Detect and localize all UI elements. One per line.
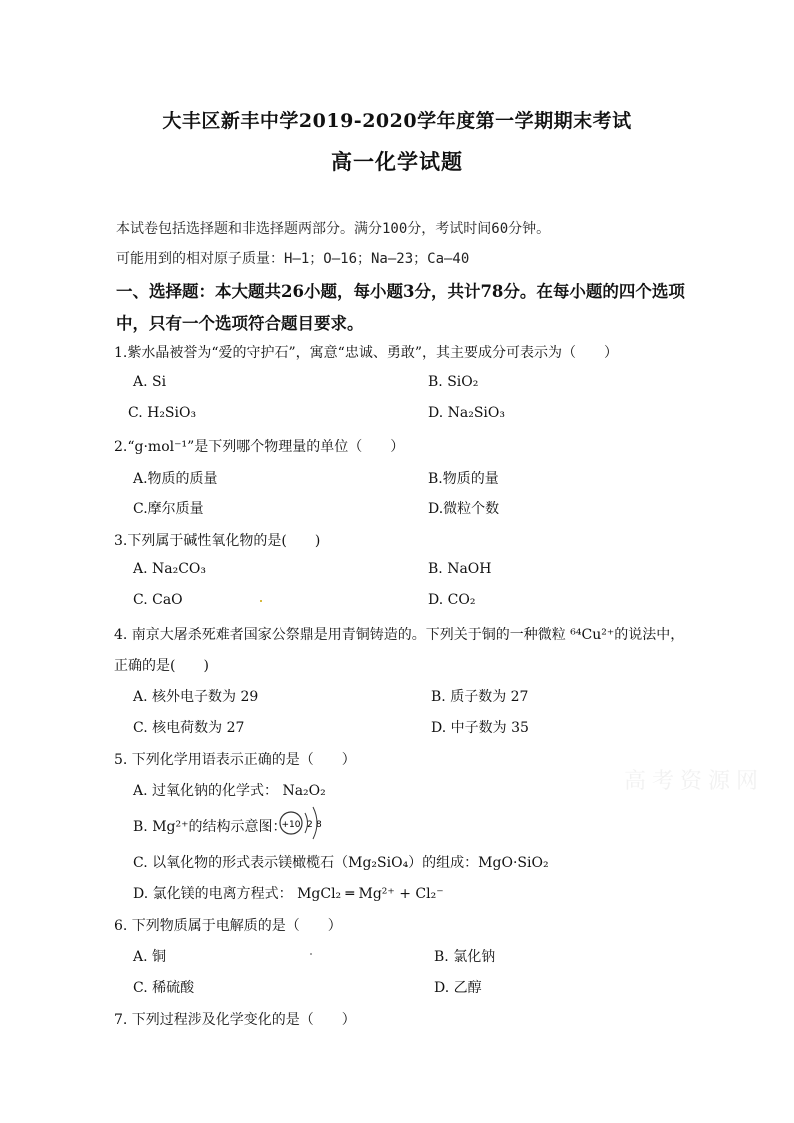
q1-option-c: C. H₂SiO₃ bbox=[128, 405, 197, 421]
mg-ion-structure-diagram bbox=[276, 802, 328, 844]
section-heading-line1: 一、选择题：本大题共26小题，每小题3分，共计78分。在每小题的四个选项 bbox=[116, 282, 685, 301]
q5-option-d: D. 氯化镁的电离方程式： MgCl₂ ═ Mg²⁺ + Cl₂⁻ bbox=[133, 886, 444, 902]
school-title: 大丰区新丰中学2019-2020学年度第一学期期末考试 bbox=[162, 110, 632, 132]
q3-option-a: A. Na₂CO₃ bbox=[133, 561, 207, 577]
shell-1-electrons: 2 bbox=[307, 820, 313, 830]
q2-option-b: B.物质的量 bbox=[428, 471, 499, 487]
q3-option-d: D. CO₂ bbox=[428, 592, 476, 608]
q5-option-a: A. 过氧化钠的化学式： Na₂O₂ bbox=[133, 783, 326, 799]
q1-option-b: B. SiO₂ bbox=[428, 374, 479, 390]
section-heading-line2: 中，只有一个选项符合题目要求。 bbox=[116, 314, 364, 333]
q4-option-d: D. 中子数为 35 bbox=[431, 720, 529, 736]
exam-intro-line: 本试卷包括选择题和非选择题两部分。满分100分，考试时间60分钟。 bbox=[116, 221, 551, 237]
question-7-stem: 7. 下列过程涉及化学变化的是（ ） bbox=[114, 1012, 356, 1028]
question-3-stem: 3.下列属于碱性氧化物的是( ) bbox=[114, 533, 321, 549]
question-1-stem: 1.紫水晶被誉为“爱的守护石”，寓意“忠诚、勇敢”，其主要成分可表示为（ ） bbox=[114, 345, 618, 361]
question-6-stem: 6. 下列物质属于电解质的是（ ） bbox=[114, 918, 342, 934]
speck-mark bbox=[310, 953, 312, 955]
q6-option-d: D. 乙醇 bbox=[434, 980, 482, 996]
question-4-stem-line2: 正确的是( ) bbox=[114, 658, 209, 674]
nucleus-charge: +10 bbox=[281, 820, 301, 830]
q6-option-a: A. 铜 bbox=[133, 949, 167, 965]
question-5-stem: 5. 下列化学用语表示正确的是（ ） bbox=[114, 752, 356, 768]
q5-option-c: C. 以氧化物的形式表示镁橄榄石（Mg₂SiO₄）的组成：MgO·SiO₂ bbox=[133, 855, 549, 871]
subject-title: 高一化学试题 bbox=[331, 149, 463, 174]
q2-option-c: C.摩尔质量 bbox=[133, 501, 204, 517]
q1-option-d: D. Na₂SiO₃ bbox=[428, 405, 505, 421]
q4-option-b: B. 质子数为 27 bbox=[431, 689, 529, 705]
q2-option-a: A.物质的质量 bbox=[133, 471, 218, 487]
watermark: 高考资源网 bbox=[624, 769, 765, 794]
q1-option-a: A. Si bbox=[133, 374, 167, 390]
shell-2-electrons: 8 bbox=[316, 820, 322, 830]
atomic-mass-line: 可能用到的相对原子质量：H—1；O—16；Na—23；Ca—40 bbox=[116, 251, 470, 267]
q6-option-b: B. 氯化钠 bbox=[434, 949, 496, 965]
speck-mark bbox=[260, 600, 262, 602]
q6-option-c: C. 稀硫酸 bbox=[133, 980, 195, 996]
q4-option-c: C. 核电荷数为 27 bbox=[133, 720, 245, 736]
q4-option-a: A. 核外电子数为 29 bbox=[133, 689, 259, 705]
question-4-stem-line1: 4. 南京大屠杀死难者国家公祭鼎是用青铜铸造的。下列关于铜的一种微粒 ⁶⁴Cu²⁺的说法中， bbox=[114, 627, 685, 643]
q5-option-b: B. Mg²⁺的结构示意图： bbox=[133, 819, 287, 835]
q3-option-c: C. CaO bbox=[133, 592, 183, 608]
q3-option-b: B. NaOH bbox=[428, 561, 492, 577]
question-2-stem: 2.“g·mol⁻¹”是下列哪个物理量的单位（ ） bbox=[114, 439, 405, 455]
q2-option-d: D.微粒个数 bbox=[428, 501, 500, 517]
